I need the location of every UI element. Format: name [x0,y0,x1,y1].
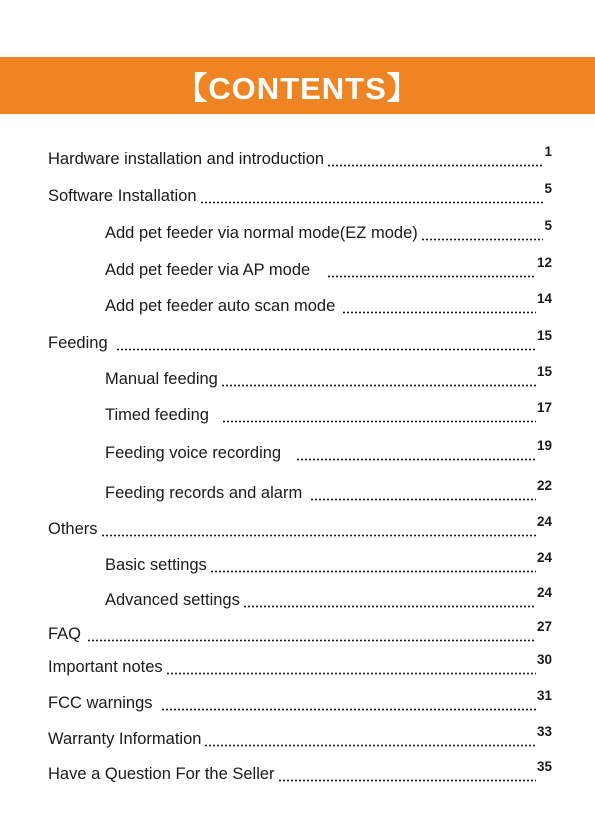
toc-entry-page: 15 [536,364,552,379]
toc-entry-ap-mode[interactable] [105,256,552,280]
dot-leader [166,655,536,675]
toc-entry-title: Advanced settings [105,591,240,609]
dot-leader [221,367,536,387]
toc-entry-basic-settings[interactable] [105,551,552,575]
toc-entry-title: FAQ [48,625,82,643]
toc-entry-page: 5 [544,181,552,196]
toc-entry-advanced-settings[interactable] [105,586,552,610]
toc-entry-title: Important notes [48,658,163,676]
toc-entry-fcc-warnings[interactable] [48,689,552,713]
toc-entry-page: 19 [536,438,552,453]
toc-entry-warranty-information[interactable] [48,725,552,749]
dot-leader [342,294,536,314]
toc-entry-page: 35 [536,759,552,774]
toc-entry-page: 12 [536,255,552,270]
dot-leader [204,727,536,747]
dot-leader [161,691,536,711]
dot-leader [87,622,536,642]
toc-entry-timed-feeding[interactable] [105,401,552,425]
toc-entry-page: 24 [536,585,552,600]
dot-leader [421,221,544,241]
toc-entry-manual-feeding[interactable] [105,365,552,389]
toc-entry-title: Software Installation [48,187,197,205]
toc-entry-title: Basic settings [105,556,207,574]
dot-leader [116,331,536,351]
dot-leader [200,184,544,204]
toc-entry-auto-scan-mode[interactable] [105,292,552,316]
dot-leader [210,553,536,573]
toc-entry-page: 14 [536,291,552,306]
toc-entry-page: 24 [536,514,552,529]
toc-entry-page: 27 [536,619,552,634]
toc-entry-page: 30 [536,652,552,667]
toc-entry-page: 33 [536,724,552,739]
toc-entry-page: 1 [544,144,552,159]
dot-leader [327,258,536,278]
toc-entry-ez-mode[interactable] [105,219,552,243]
dot-leader [101,517,536,537]
dot-leader [310,481,536,501]
toc-entry-title: Add pet feeder via AP mode [105,261,311,279]
dot-leader [243,588,536,608]
toc-entry-records-alarm[interactable] [105,479,552,503]
toc-entry-page: 22 [536,478,552,493]
toc-entry-software-installation[interactable] [48,182,552,206]
dot-leader [278,762,536,782]
toc-entry-faq[interactable] [48,620,552,644]
toc-entry-title: Have a Question For the Seller [48,765,275,783]
dot-leader [296,441,536,461]
dot-leader [222,403,536,423]
toc-entry-question-for-seller[interactable] [48,760,552,784]
toc-entry-title: Hardware installation and introduction [48,150,325,168]
toc-entry-others[interactable] [48,515,552,539]
toc-entry-feeding[interactable] [48,329,552,353]
toc-entry-title: Feeding [48,334,108,352]
page-title: 【CONTENTS】 [176,71,419,106]
toc-entry-page: 17 [536,400,552,415]
toc-entry-title: Feeding records and alarm [105,484,303,502]
toc-entry-page: 31 [536,688,552,703]
toc-entry-title: Manual feeding [105,370,218,388]
contents-banner [0,57,595,114]
toc-entry-important-notes[interactable] [48,653,552,677]
toc-entry-title: Others [48,520,98,538]
toc-entry-page: 24 [536,550,552,565]
toc-entry-title: Timed feeding [105,406,209,424]
toc-entry-title: Add pet feeder auto scan mode [105,297,336,315]
toc-entry-title: FCC warnings [48,694,153,712]
dot-leader [327,147,543,167]
toc-entry-voice-recording[interactable] [105,439,552,463]
toc-entry-title: Add pet feeder via normal mode(EZ mode) [105,224,418,242]
toc-entry-page: 5 [544,218,552,233]
toc-entry-title: Warranty Information [48,730,202,748]
toc-entry-page: 15 [536,328,552,343]
toc-entry-title: Feeding voice recording [105,444,282,462]
toc-entry-hardware-installation[interactable] [48,145,552,169]
